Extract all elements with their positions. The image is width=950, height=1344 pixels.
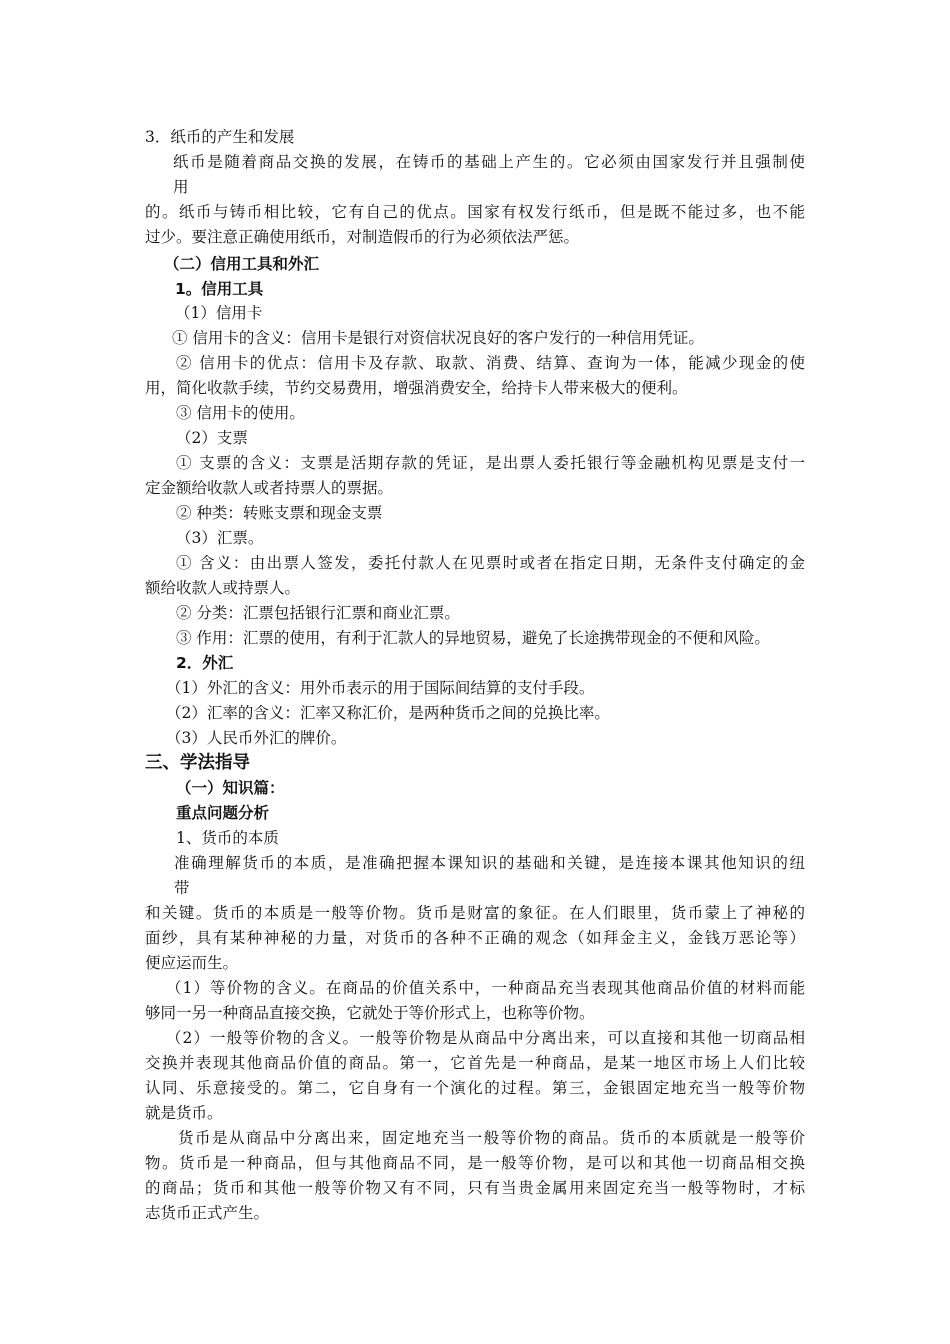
item-heading: 1、货币的本质 bbox=[176, 829, 279, 847]
paragraph-line: 准确理解货币的本质，是准确把握本课知识的基础和关键，是连接本课其他知识的纽 bbox=[174, 854, 805, 872]
paragraph-line: ③ 信用卡的使用。 bbox=[176, 404, 305, 422]
section-heading-credit: （二）信用工具和外汇 bbox=[164, 255, 320, 273]
subheading-forex: 2．外汇 bbox=[176, 654, 234, 672]
paragraph-line: 面纱，具有某种神秘的力量，对货币的各种不正确的观念（如拜金主义，金钱万恶论等） bbox=[145, 929, 805, 947]
paragraph-line: 的。纸币与铸币相比较，它有自己的优点。国家有权发行纸币，但是既不能过多，也不能 bbox=[145, 203, 805, 221]
paragraph-line: 便应运而生。 bbox=[145, 954, 239, 972]
paragraph-line: （2）一般等价物的含义。一般等价物是从商品中分离出来，可以直接和其他一切商品相 bbox=[166, 1029, 805, 1047]
heading-paper-money: 3．纸币的产生和发展 bbox=[145, 128, 295, 146]
paragraph-line: 够同一另一种商品直接交换，它就处于等价形式上，也称等价物。 bbox=[145, 1004, 595, 1022]
paragraph-line: ① 信用卡的含义：信用卡是银行对资信状况良好的客户发行的一种信用凭证。 bbox=[172, 329, 704, 347]
item-heading: （2）支票 bbox=[176, 429, 248, 447]
paragraph-line: 用 bbox=[173, 178, 189, 196]
subheading-credit-tools: 1。信用工具 bbox=[175, 280, 264, 298]
paragraph-line: 货币是从商品中分离出来，固定地充当一般等价物的商品。货币的本质就是一般等价 bbox=[178, 1129, 805, 1147]
paragraph-line: 定金额给收款人或者持票人的票据。 bbox=[145, 479, 394, 497]
paragraph-line: ② 分类：汇票包括银行汇票和商业汇票。 bbox=[176, 604, 460, 622]
section-heading-study-guide: 三、学法指导 bbox=[145, 753, 250, 773]
paragraph-line: ② 信用卡的优点：信用卡及存款、取款、消费、结算、查询为一体，能减少现金的使 bbox=[176, 354, 805, 372]
paragraph-line: 用，简化收款手续，节约交易费用，增强消费安全，给持卡人带来极大的便利。 bbox=[145, 379, 688, 397]
paragraph-line: 物。货币是一种商品，但与其他商品不同，是一般等价物，是可以和其他一切商品相交换 bbox=[145, 1154, 805, 1172]
paragraph-line: （1）外汇的含义：用外币表示的用于国际间结算的支付手段。 bbox=[166, 679, 595, 697]
paragraph-line: ① 含义：由出票人签发，委托付款人在见票时或者在指定日期，无条件支付确定的金 bbox=[176, 554, 805, 572]
paragraph-line: ① 支票的含义：支票是活期存款的凭证，是出票人委托银行等金融机构见票是支付一 bbox=[176, 454, 805, 472]
paragraph-line: 交换并表现其他商品价值的商品。第一，它首先是一种商品，是某一地区市场上人们比较 bbox=[145, 1054, 805, 1072]
item-heading: （1）信用卡 bbox=[175, 304, 263, 322]
subheading-key-issues: 重点问题分析 bbox=[176, 804, 270, 822]
paragraph-line: 的商品；货币和其他一般等价物又有不同，只有当贵金属用来固定充当一般等物时，才标 bbox=[145, 1179, 805, 1197]
paragraph-line: ③ 作用：汇票的使用，有利于汇款人的异地贸易，避免了长途携带现金的不便和风险。 bbox=[176, 629, 770, 647]
paragraph-line: （2）汇率的含义：汇率又称汇价，是两种货币之间的兑换比率。 bbox=[166, 704, 610, 722]
paragraph-line: 就是货币。 bbox=[145, 1104, 223, 1122]
paragraph-line: 过少。要注意正确使用纸币，对制造假币的行为必须依法严惩。 bbox=[145, 228, 580, 246]
paragraph-line: 带 bbox=[174, 879, 190, 897]
paragraph-line: （1）等价物的含义。在商品的价值关系中，一种商品充当表现其他商品价值的材料而能 bbox=[166, 979, 805, 997]
paragraph-line: 纸币是随着商品交换的发展，在铸币的基础上产生的。它必须由国家发行并且强制使 bbox=[173, 153, 805, 171]
paragraph-line: 志货币正式产生。 bbox=[145, 1204, 270, 1222]
paragraph-line: 和关键。货币的本质是一般等价物。货币是财富的象征。在人们眼里，货币蒙上了神秘的 bbox=[145, 904, 805, 922]
paragraph-line: （3）人民币外汇的牌价。 bbox=[166, 729, 347, 747]
paragraph-line: 认同、乐意接受的。第二，它自身有一个演化的过程。第三，金银固定地充当一般等价物 bbox=[145, 1079, 805, 1097]
paragraph-line: 额给收款人或持票人。 bbox=[145, 579, 301, 597]
subheading-knowledge: （一）知识篇： bbox=[176, 779, 285, 797]
item-heading: （3）汇票。 bbox=[176, 529, 264, 547]
paragraph-line: ② 种类：转账支票和现金支票 bbox=[176, 504, 383, 522]
